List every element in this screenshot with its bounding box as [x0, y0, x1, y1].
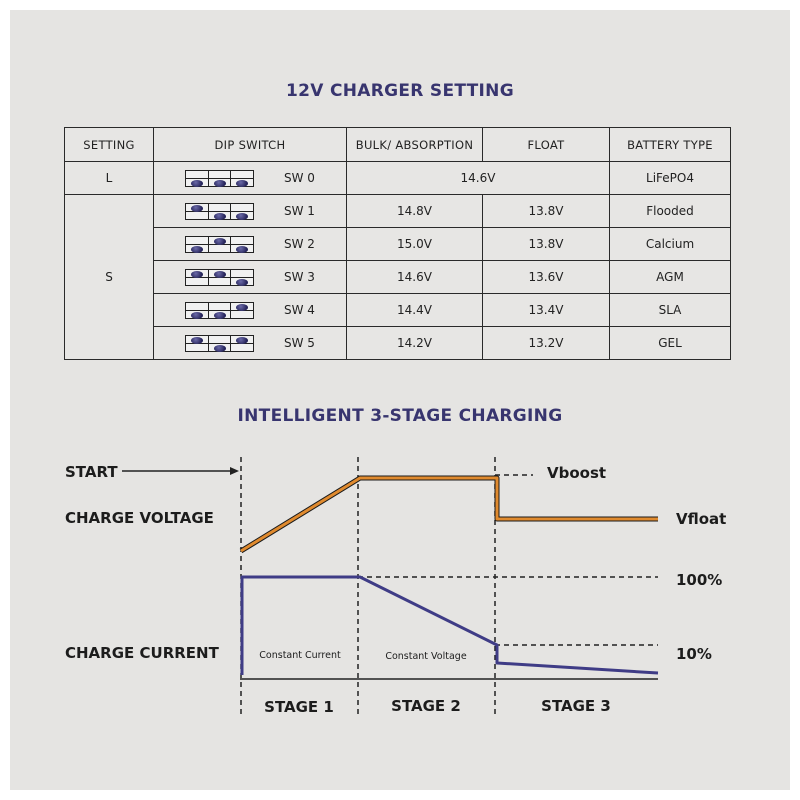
bulk-value: 14.4V: [347, 294, 483, 327]
switch-label: SW 0: [284, 171, 315, 185]
float-value: 13.4V: [483, 294, 610, 327]
three-stage-charging-diagram: [10, 10, 790, 790]
bulk-value: 14.8V: [347, 195, 483, 228]
charging-title: INTELLIGENT 3-STAGE CHARGING: [237, 406, 563, 426]
current-10-label: 10%: [676, 645, 712, 663]
battery-type-value: Calcium: [610, 228, 731, 261]
constant-voltage-label: Constant Voltage: [385, 651, 467, 662]
float-value: 13.8V: [483, 228, 610, 261]
stage-2-label: STAGE 2: [391, 697, 461, 715]
setting-group-l: L: [65, 162, 154, 195]
bulk-value: 15.0V: [347, 228, 483, 261]
charge-current-label: CHARGE CURRENT: [65, 644, 219, 662]
header-bulk-absorption: BULK/ ABSORPTION: [347, 128, 483, 162]
battery-type-value: Flooded: [610, 195, 731, 228]
switch-label: SW 4: [284, 303, 315, 317]
header-setting: SETTING: [65, 128, 154, 162]
stage-3-label: STAGE 3: [541, 697, 611, 715]
bulk-float-value: 14.6V: [347, 162, 610, 195]
battery-type-value: SLA: [610, 294, 731, 327]
header-float: FLOAT: [483, 128, 610, 162]
header-dip-switch: DIP SWITCH: [154, 128, 347, 162]
vboost-label: Vboost: [547, 464, 607, 482]
switch-label: SW 1: [284, 204, 315, 218]
switch-label: SW 5: [284, 336, 315, 350]
bulk-value: 14.6V: [347, 261, 483, 294]
header-battery-type: BATTERY TYPE: [610, 128, 731, 162]
battery-type-value: LiFePO4: [610, 162, 731, 195]
battery-type-value: GEL: [610, 327, 731, 360]
voltage-curve-outline: [241, 478, 658, 551]
current-100-label: 100%: [676, 571, 723, 589]
constant-current-label: Constant Current: [259, 650, 341, 661]
bulk-value: 14.2V: [347, 327, 483, 360]
vfloat-label: Vfloat: [676, 510, 727, 528]
switch-label: SW 3: [284, 270, 315, 284]
float-value: 13.2V: [483, 327, 610, 360]
setting-group-s: S: [65, 195, 154, 360]
battery-type-value: AGM: [610, 261, 731, 294]
charger-setting-title: 12V CHARGER SETTING: [286, 81, 514, 101]
charge-voltage-label: CHARGE VOLTAGE: [65, 509, 214, 527]
float-value: 13.6V: [483, 261, 610, 294]
switch-label: SW 2: [284, 237, 315, 251]
start-label: START: [65, 463, 118, 481]
float-value: 13.8V: [483, 195, 610, 228]
background-panel: [10, 10, 790, 790]
start-arrow-head: [230, 467, 239, 475]
stage-1-label: STAGE 1: [264, 698, 334, 716]
